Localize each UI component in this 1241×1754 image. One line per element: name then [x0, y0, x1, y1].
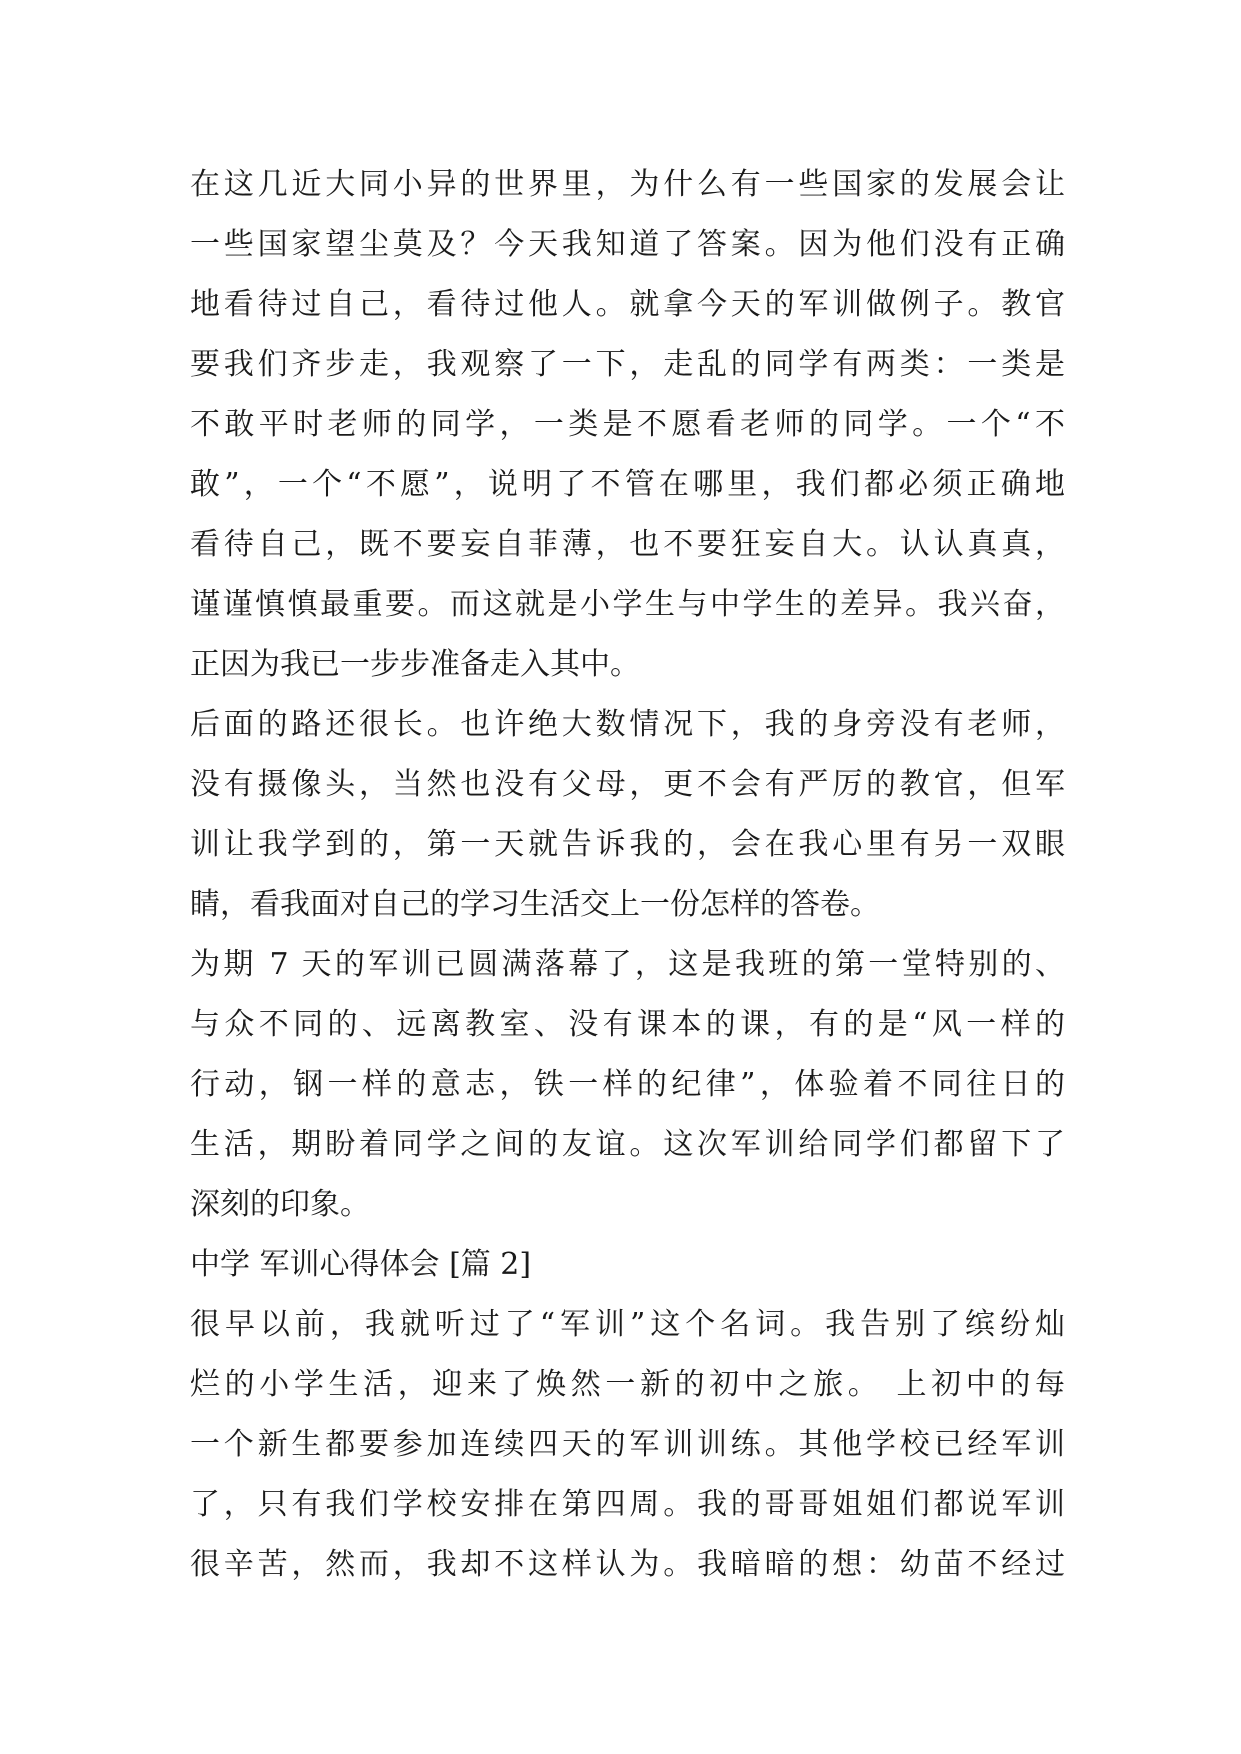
text-line: 烂的小学生活，迎来了焕然一新的初中之旅。 上初中的每 [190, 1367, 1065, 1402]
text-line: 了，只有我们学校安排在第四周。我的哥哥姐姐们都说军训 [190, 1487, 1065, 1522]
text-line: 很早以前，我就听过了“军训”这个名词。我告别了缤纷灿 [190, 1307, 1065, 1342]
text-line: 地看待过自己，看待过他人。就拿今天的军训做例子。教官 [190, 287, 1065, 322]
text-line: 要我们齐步走，我观察了一下，走乱的同学有两类：一类是 [190, 347, 1065, 382]
text-line: 不敢平时老师的同学，一类是不愿看老师的同学。一个“不 [190, 407, 1065, 442]
text-line: 睛，看我面对自己的学习生活交上一份怎样的答卷。 [190, 887, 880, 922]
document-body [190, 155, 1065, 1595]
text-line: 敢”，一个“不愿”，说明了不管在哪里，我们都必须正确地 [190, 467, 1065, 502]
text-line: 为期 7 天的军训已圆满落幕了，这是我班的第一堂特别的、 [190, 947, 1065, 982]
text-line: 很辛苦，然而，我却不这样认为。我暗暗的想：幼苗不经过 [190, 1547, 1065, 1582]
section-heading: 中学 军训心得体会 [篇 2] [190, 1247, 532, 1282]
text-line: 谨谨慎慎最重要。而这就是小学生与中学生的差异。我兴奋， [190, 587, 1065, 622]
text-line: 训让我学到的，第一天就告诉我的，会在我心里有另一双眼 [190, 827, 1065, 862]
text-line: 看待自己，既不要妄自菲薄，也不要狂妄自大。认认真真， [190, 527, 1065, 562]
text-line: 生活，期盼着同学之间的友谊。这次军训给同学们都留下了 [190, 1127, 1065, 1162]
text-line: 深刻的印象。 [190, 1187, 370, 1222]
text-line: 与众不同的、远离教室、没有课本的课，有的是“风一样的 [190, 1007, 1065, 1042]
text-line: 一个新生都要参加连续四天的军训训练。其他学校已经军训 [190, 1427, 1065, 1462]
text-line: 行动，钢一样的意志，铁一样的纪律”，体验着不同往日的 [190, 1067, 1065, 1102]
text-line: 后面的路还很长。也许绝大数情况下，我的身旁没有老师， [190, 707, 1065, 742]
text-line: 在这几近大同小异的世界里，为什么有一些国家的发展会让 [190, 167, 1065, 202]
text-line: 正因为我已一步步准备走入其中。 [190, 647, 640, 682]
text-line: 一些国家望尘莫及？今天我知道了答案。因为他们没有正确 [190, 227, 1065, 262]
text-line: 没有摄像头，当然也没有父母，更不会有严厉的教官，但军 [190, 767, 1065, 802]
